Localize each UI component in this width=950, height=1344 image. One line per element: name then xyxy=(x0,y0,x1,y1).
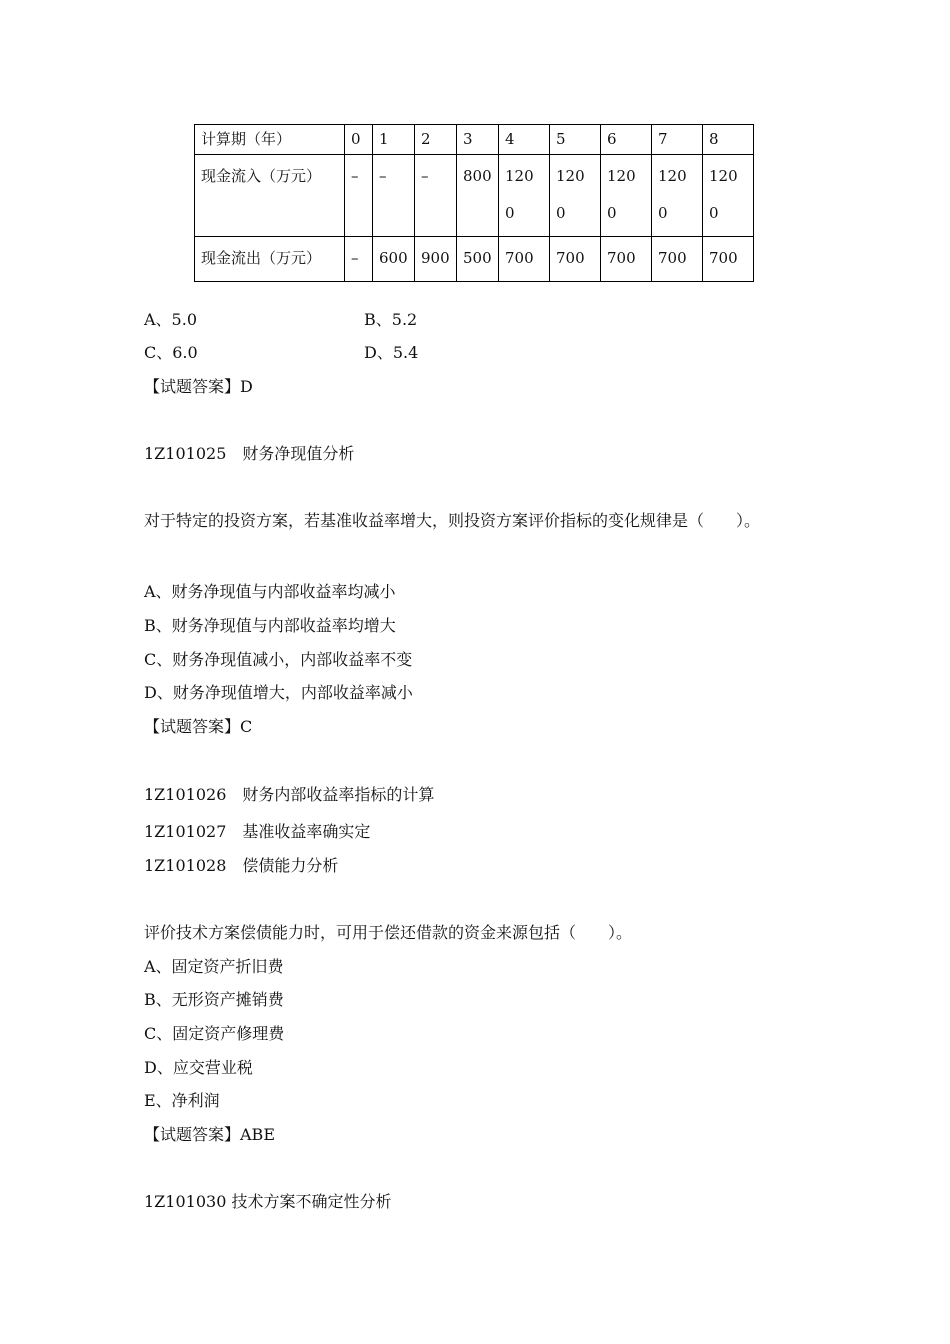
q1-option-d: D、5.4 xyxy=(364,343,419,362)
q3-option-d: D、应交营业税 xyxy=(144,1058,253,1077)
table-cell: 1200 xyxy=(499,155,550,237)
table-cell: 500 xyxy=(457,237,499,282)
table-cell: – xyxy=(345,155,373,237)
table-cell: 600 xyxy=(373,237,415,282)
section-heading: 1Z101025 财务净现值分析 xyxy=(144,444,355,463)
table-cell: 现金流出（万元） xyxy=(195,237,345,282)
table-cell: – xyxy=(415,155,457,237)
q3-option-e: E、净利润 xyxy=(144,1091,220,1110)
q2-option-d: D、财务净现值增大，内部收益率减小 xyxy=(144,683,413,702)
table-header-cell: 5 xyxy=(550,125,601,155)
q3-question: 评价技术方案偿债能力时，可用于偿还借款的资金来源包括（ ）。 xyxy=(144,923,633,942)
table-cell: 900 xyxy=(415,237,457,282)
q3-option-a: A、固定资产折旧费 xyxy=(144,957,284,976)
table-header-cell: 1 xyxy=(373,125,415,155)
table-header-cell: 6 xyxy=(601,125,652,155)
section-heading: 1Z101026 财务内部收益率指标的计算 xyxy=(144,785,435,804)
table-cell: 现金流入（万元） xyxy=(195,155,345,237)
table-cell: – xyxy=(345,237,373,282)
q1-answer: 【试题答案】D xyxy=(144,377,253,396)
q2-answer: 【试题答案】C xyxy=(144,717,253,736)
q3-option-c: C、固定资产修理费 xyxy=(144,1024,285,1043)
table-cell: – xyxy=(373,155,415,237)
table-header-cell: 8 xyxy=(703,125,754,155)
table-cell: 700 xyxy=(703,237,754,282)
table-cell: 700 xyxy=(601,237,652,282)
table-cell: 700 xyxy=(550,237,601,282)
table-cell: 700 xyxy=(652,237,703,282)
section-heading: 1Z101028 偿债能力分析 xyxy=(144,856,339,875)
table-row-cash-outflow xyxy=(195,237,754,282)
table-cell: 1200 xyxy=(652,155,703,237)
section-heading: 1Z101030 技术方案不确定性分析 xyxy=(144,1192,392,1211)
q2-option-b: B、财务净现值与内部收益率均增大 xyxy=(144,616,396,635)
q2-option-a: A、财务净现值与内部收益率均减小 xyxy=(144,582,396,601)
q1-option-c: C、6.0 xyxy=(144,343,198,362)
q1-option-b: B、5.2 xyxy=(364,310,418,329)
table-header-cell: 3 xyxy=(457,125,499,155)
table-cell: 1200 xyxy=(601,155,652,237)
table-header-cell: 计算期（年） xyxy=(195,125,345,155)
table-header-cell: 7 xyxy=(652,125,703,155)
table-header-row xyxy=(195,125,754,155)
table-cell: 700 xyxy=(499,237,550,282)
cash-flow-table xyxy=(194,124,754,282)
table-header-cell: 0 xyxy=(345,125,373,155)
table-header-cell: 2 xyxy=(415,125,457,155)
table-row-cash-inflow xyxy=(195,155,754,237)
q3-option-b: B、无形资产摊销费 xyxy=(144,990,284,1009)
q2-question: 对于特定的投资方案，若基准收益率增大，则投资方案评价指标的变化规律是（ ）。 xyxy=(144,511,761,530)
table-header-cell: 4 xyxy=(499,125,550,155)
section-heading: 1Z101027 基准收益率确实定 xyxy=(144,822,371,841)
q1-option-a: A、5.0 xyxy=(144,310,198,329)
table-cell: 1200 xyxy=(550,155,601,237)
q2-option-c: C、财务净现值减小，内部收益率不变 xyxy=(144,650,413,669)
q3-answer: 【试题答案】ABE xyxy=(144,1125,275,1144)
table-cell: 800 xyxy=(457,155,499,237)
table-cell: 1200 xyxy=(703,155,754,237)
